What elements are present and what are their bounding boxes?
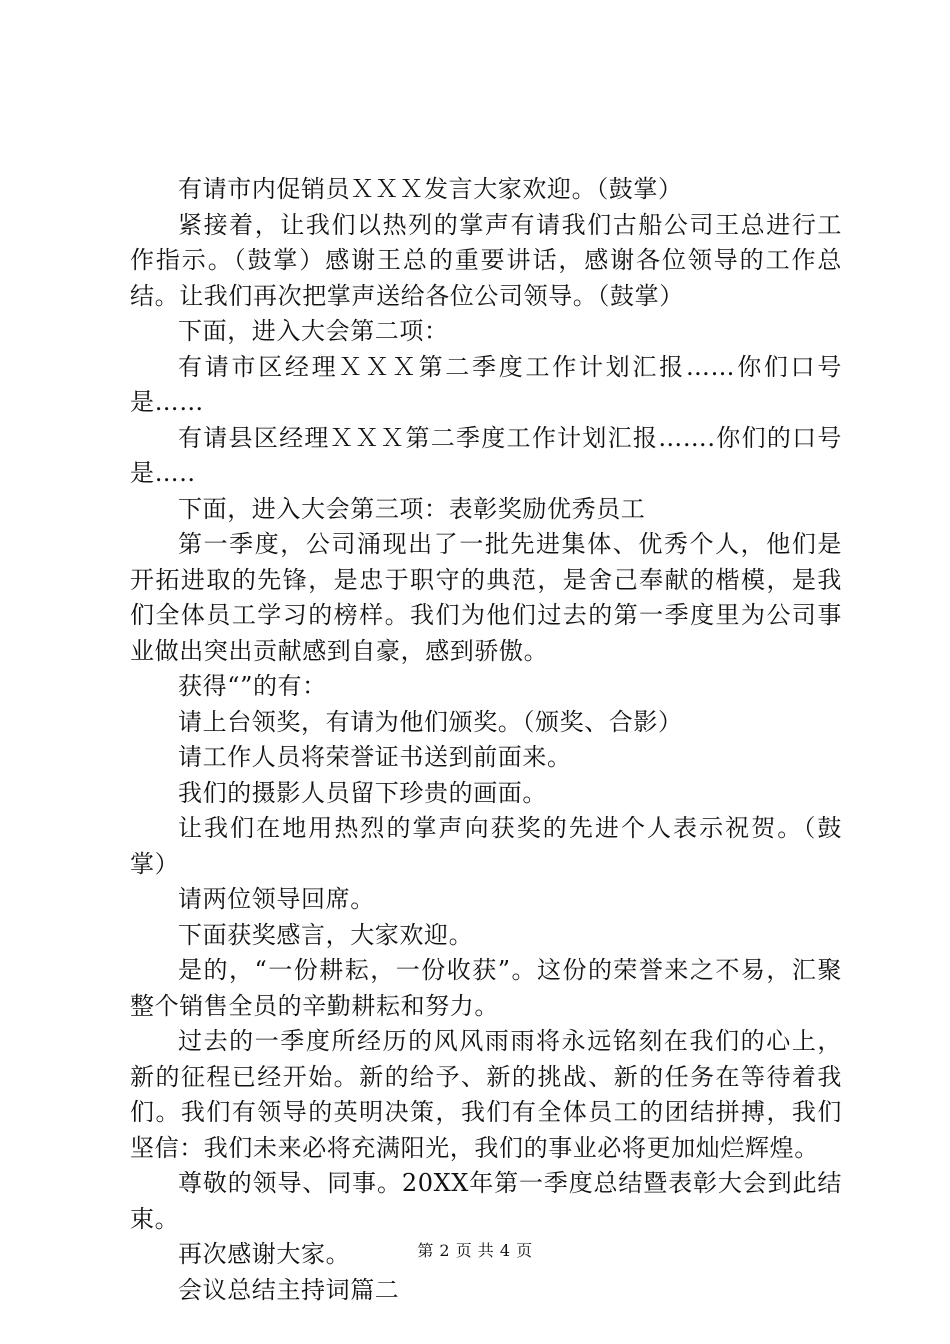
paragraph: 获得“”的有： <box>178 672 327 700</box>
paragraph: 尊敬的领导、同事。20XX年第一季度总结暨表彰大会到此结束。 <box>130 1169 842 1233</box>
paragraph: 会议总结主持词篇二 <box>178 1275 400 1304</box>
page-number-label: 第 2 页 共 4 页 <box>417 1241 533 1260</box>
paragraph: 让我们在地用热烈的掌声向获奖的先进个人表示祝贺。（鼓掌） <box>130 814 842 878</box>
paragraph: 有请县区经理ＸＸＸ第二季度工作计划汇报…….你们的口号是….. <box>130 423 842 487</box>
paragraph: 有请市区经理ＸＸＸ第二季度工作计划汇报……你们口号是…… <box>130 352 842 416</box>
paragraph: 第一季度，公司涌现出了一批先进集体、优秀个人，他们是开拓进取的先锋，是忠于职守的典范，是舍己奉献的楷模，是我们全体员工学习的榜样。我们为他们过去的第一季度里为公司事业做出突出贡献感到自豪，感到骄傲。 <box>130 530 842 665</box>
document-body <box>130 172 842 1308</box>
paragraph: 紧接着，让我们以热列的掌声有请我们古船公司王总进行工作指示。（鼓掌）感谢王总的重要讲话，感谢各位领导的工作总结。让我们再次把掌声送给各位公司领导。（鼓掌） <box>130 210 842 310</box>
paragraph: 请工作人员将荣誉证书送到前面来。 <box>178 743 572 771</box>
paragraph: 是的，“一份耕耘，一份收获”。这份的荣誉来之不易，汇聚整个销售全员的辛勤耕耘和努力。 <box>130 956 842 1020</box>
paragraph: 过去的一季度所经历的风风雨雨将永远铭刻在我们的心上，新的征程已经开始。新的给予、新的挑战、新的任务在等待着我们。我们有领导的英明决策，我们有全体员工的团结拼搏，我们坚信：我们未来必将充满阳光，我们的事业必将更加灿烂辉煌。 <box>130 1027 842 1162</box>
page-footer <box>0 1241 950 1261</box>
paragraph: 下面，进入大会第三项：表彰奖励优秀员工 <box>178 494 646 523</box>
paragraph: 我们的摄影人员留下珍贵的画面。 <box>178 778 547 807</box>
paragraph: 请两位领导回席。 <box>178 885 375 913</box>
paragraph: 再次感谢大家。 <box>178 1240 351 1268</box>
paragraph: 有请市内促销员ＸＸＸ发言大家欢迎。（鼓掌） <box>178 175 683 203</box>
paragraph: 请上台领奖，有请为他们颁奖。（颁奖、合影） <box>178 707 683 736</box>
paragraph: 下面获奖感言，大家欢迎。 <box>178 920 474 949</box>
paragraph: 下面，进入大会第二项： <box>178 317 449 345</box>
